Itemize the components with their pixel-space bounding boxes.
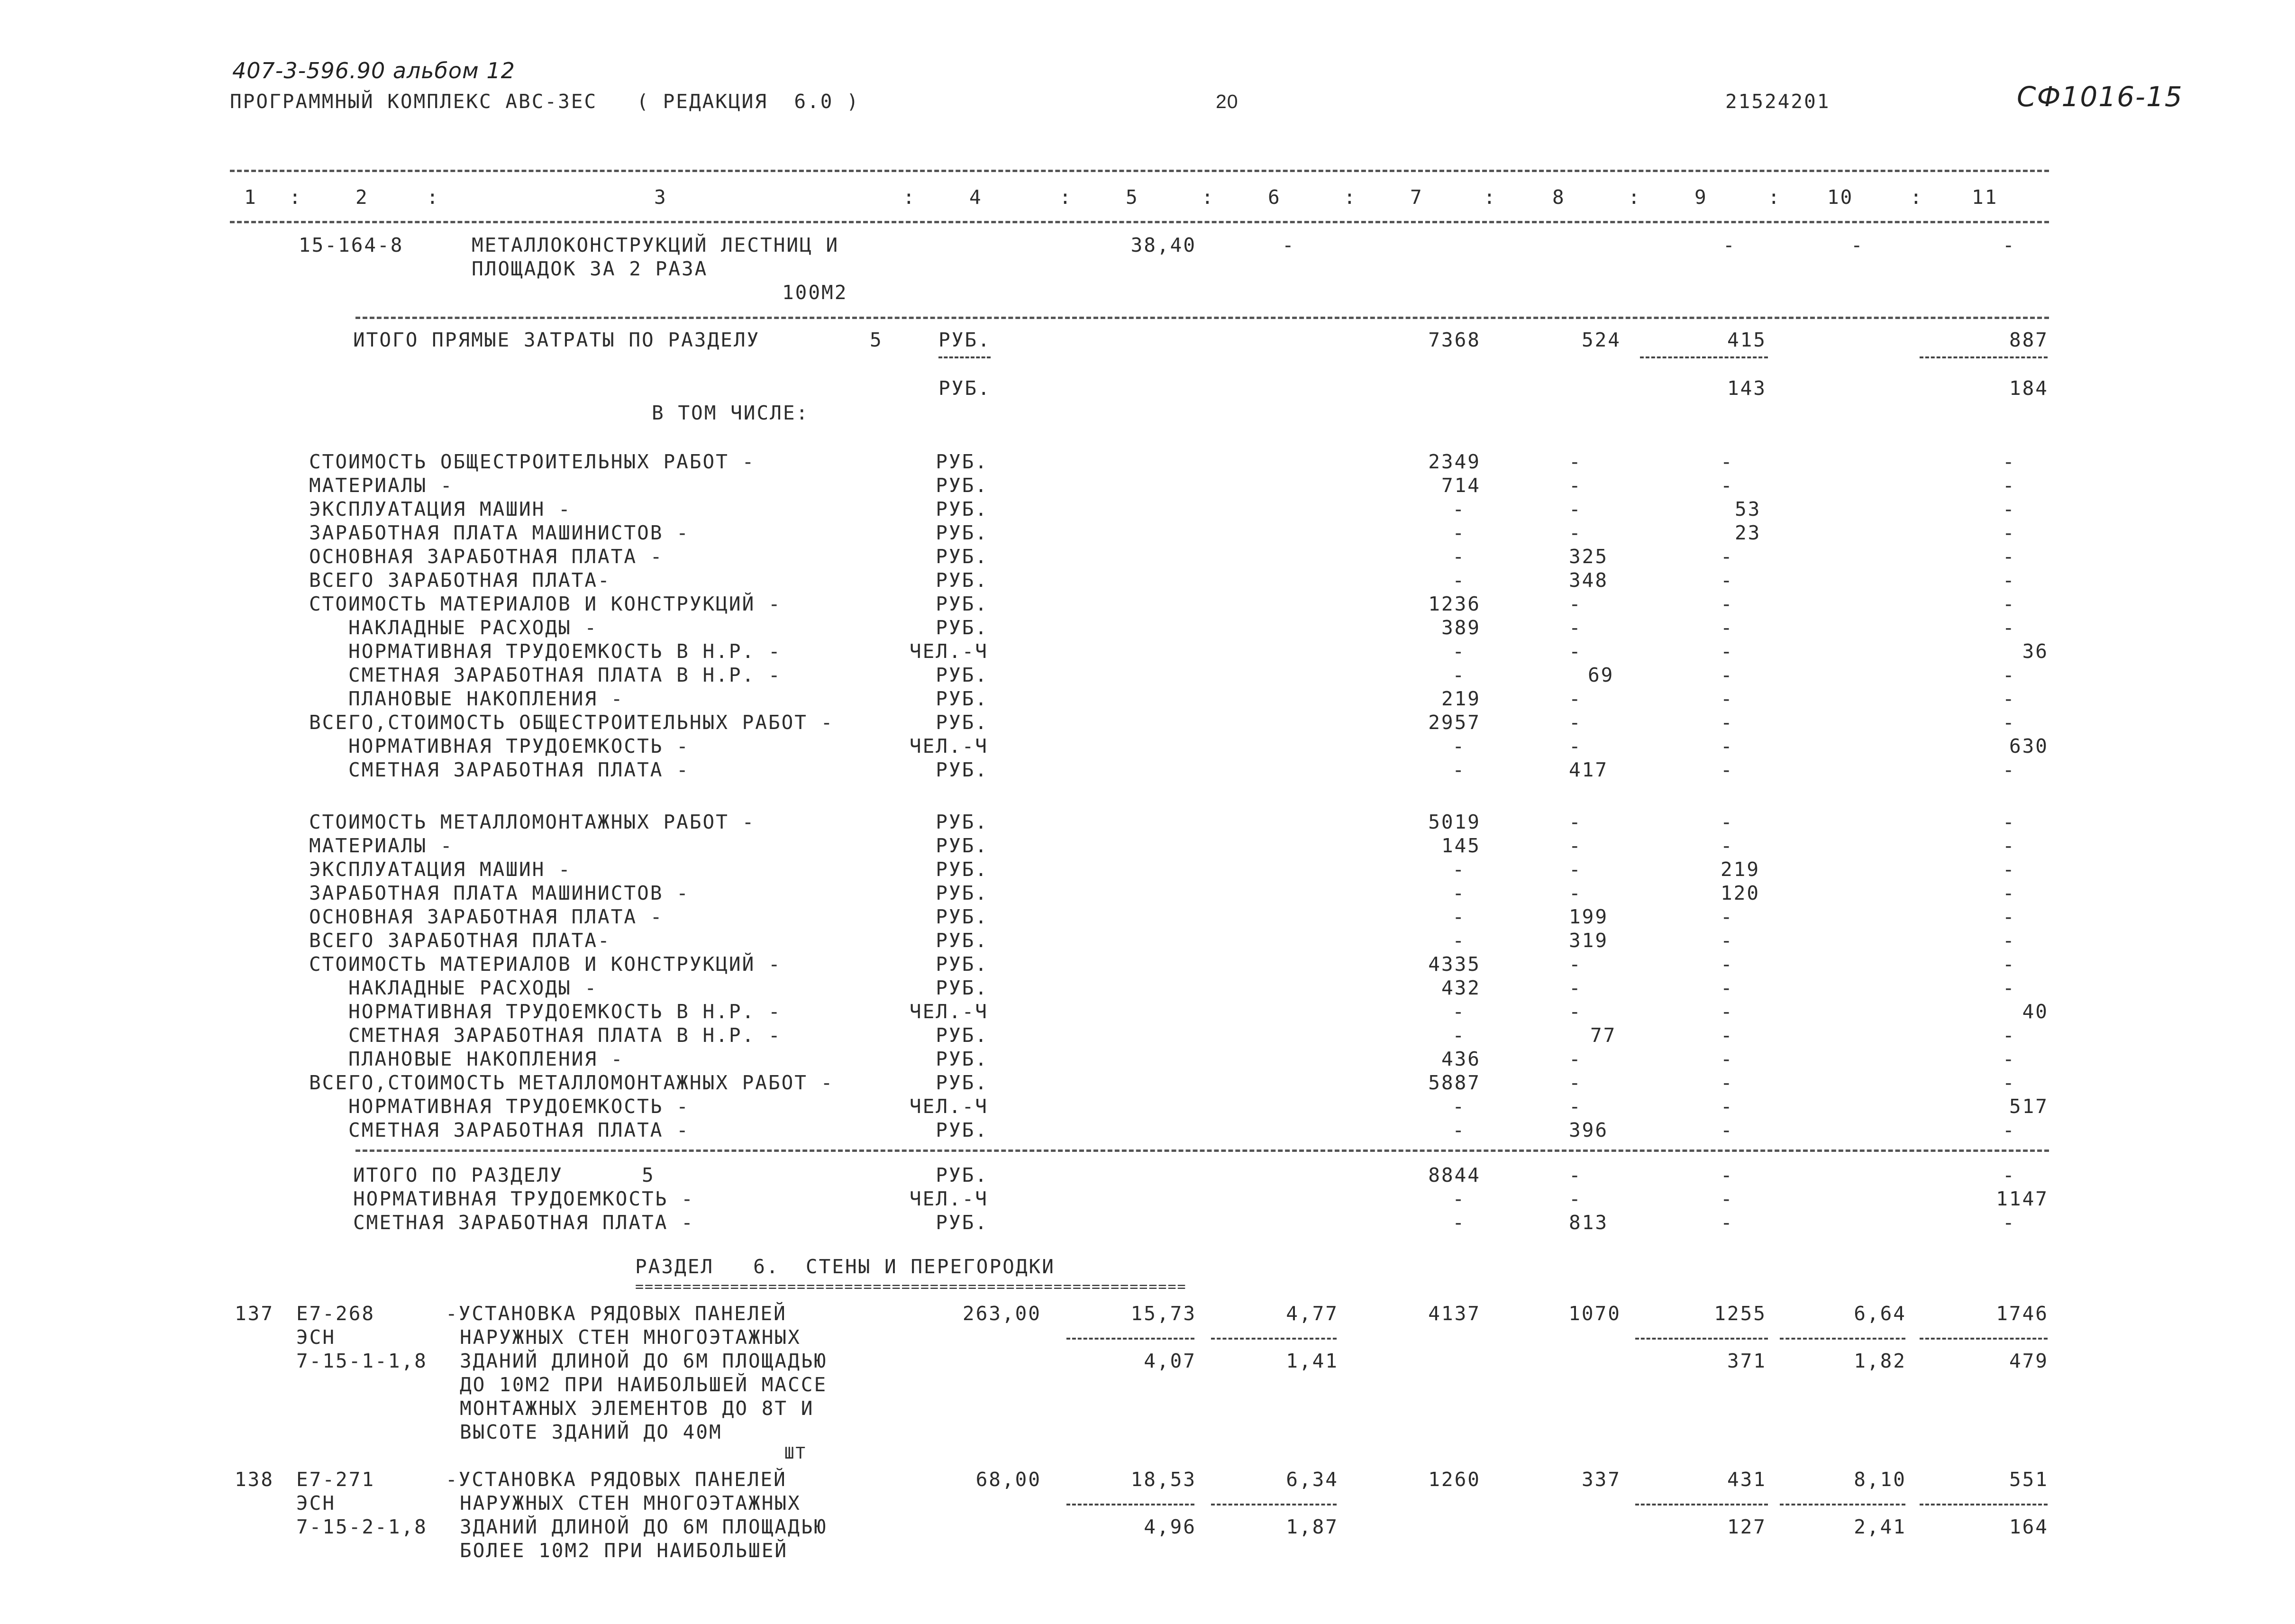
cell-col8: - (1569, 1071, 1582, 1094)
cell-col9: 120 (1721, 882, 1760, 904)
col-sep: : (1202, 186, 1215, 209)
row-label: СМЕТНАЯ ЗАРАБОТНАЯ ПЛАТА В Н.Р. - (309, 664, 782, 686)
cell-col7: 219 (1441, 687, 1481, 710)
col-sep: : (1059, 186, 1073, 209)
cell-col8: - (1569, 1000, 1582, 1023)
cell-col7: 4335 (1428, 953, 1481, 976)
unit: РУБ. (936, 882, 988, 904)
cell-col8: 69 (1588, 664, 1614, 686)
cell-col8: - (1569, 521, 1582, 544)
cell-col11: - (2003, 1071, 2016, 1094)
cell-col8: - (1569, 1095, 1582, 1118)
underline (1780, 1338, 1905, 1340)
col-num: 8 (1552, 186, 1566, 209)
item-code: Е7-271 (296, 1468, 375, 1491)
unit: РУБ. (936, 545, 988, 568)
cell-col7: - (1452, 905, 1466, 928)
cell-col11: - (2003, 929, 2016, 952)
cell-col6: 4,77 (1286, 1302, 1339, 1325)
section-number: 5 (870, 328, 883, 351)
cell-col9: - (1721, 1048, 1734, 1070)
col-sep: : (1484, 186, 1497, 209)
cell-col9: 219 (1721, 858, 1760, 881)
cell-col11: - (2003, 811, 2016, 833)
row-label: ПЛАНОВЫЕ НАКОПЛЕНИЯ - (309, 1048, 624, 1070)
cell-col8: - (1569, 640, 1582, 663)
unit: РУБ. (936, 1024, 988, 1047)
cell-col11: - (2003, 545, 2016, 568)
row-label: ОСНОВНАЯ ЗАРАБОТНАЯ ПЛАТА - (309, 545, 664, 568)
cell-col9: 143 (1727, 377, 1767, 400)
document-code: 21524201 (1725, 90, 1831, 113)
cell-col8: - (1569, 450, 1582, 473)
cell-col7: - (1452, 640, 1466, 663)
cell-col8: - (1569, 616, 1582, 639)
underline (1635, 1504, 1768, 1505)
cell-col11: - (2003, 1119, 2016, 1141)
item-description: ДО 10М2 ПРИ НАИБОЛЬШЕЙ МАССЕ (460, 1373, 828, 1396)
col-num: 1 (244, 186, 257, 209)
cell-col9: 53 (1735, 498, 1761, 520)
cell-col11: - (2003, 905, 2016, 928)
cell-col11: - (2003, 521, 2016, 544)
row-label: СТОИМОСТЬ МАТЕРИАЛОВ И КОНСТРУКЦИЙ - (309, 953, 782, 976)
underline (1211, 1338, 1337, 1340)
item-description: МЕТАЛЛОКОНСТРУКЦИЙ ЛЕСТНИЦ И (472, 234, 839, 256)
row-label: ИТОГО ПРЯМЫЕ ЗАТРАТЫ ПО РАЗДЕЛУ (353, 328, 760, 351)
cell-col7: - (1452, 1095, 1466, 1118)
cell-col9: - (1723, 234, 1736, 256)
section-title: РАЗДЕЛ 6. СТЕНЫ И ПЕРЕГОРОДКИ (635, 1255, 1055, 1278)
col-num: 11 (1972, 186, 1998, 209)
unit: РУБ. (936, 711, 988, 734)
cell-col9: - (1721, 905, 1734, 928)
cell-col7: - (1452, 735, 1466, 757)
row-label: ВСЕГО ЗАРАБОТНАЯ ПЛАТА- (309, 929, 611, 952)
cell-col8: - (1569, 474, 1582, 497)
row-label: МАТЕРИАЛЫ - (309, 834, 454, 857)
unit: РУБ. (936, 953, 988, 976)
cell-col7: - (1452, 1119, 1466, 1141)
cell-col8: - (1569, 1048, 1582, 1070)
cell-col8: 319 (1569, 929, 1609, 952)
unit: ЧЕЛ.-Ч (909, 735, 988, 757)
item-code: ЭСН (296, 1492, 336, 1515)
unit: ЧЕЛ.-Ч (909, 1187, 988, 1210)
underline (1920, 1504, 2048, 1505)
cell-col9: - (1721, 687, 1734, 710)
row-label: ЭКСПЛУАТАЦИЯ МАШИН - (309, 858, 572, 881)
item-description: ПЛОЩАДОК ЗА 2 РАЗА (472, 257, 708, 280)
row-label: СМЕТНАЯ ЗАРАБОТНАЯ ПЛАТА В Н.Р. - (309, 1024, 782, 1047)
row-label: ЭКСПЛУАТАЦИЯ МАШИН - (309, 498, 572, 520)
item-number: 137 (235, 1302, 274, 1325)
cell-col9: - (1721, 569, 1734, 592)
underline (1211, 1504, 1337, 1505)
cell-col11: - (2003, 711, 2016, 734)
cell-col7: 389 (1441, 616, 1481, 639)
row-label: СТОИМОСТЬ ОБЩЕСТРОИТЕЛЬНЫХ РАБОТ - (309, 450, 756, 473)
col-num: 2 (355, 186, 369, 209)
cell-col9: - (1721, 1119, 1734, 1141)
cell-col10: 8,10 (1854, 1468, 1906, 1491)
cell-col11: - (2003, 1024, 2016, 1047)
cell-col8: - (1569, 858, 1582, 881)
underline (1066, 1338, 1194, 1340)
cell-col9: 415 (1727, 328, 1767, 351)
row-label: СМЕТНАЯ ЗАРАБОТНАЯ ПЛАТА - (309, 1119, 690, 1141)
cell-col11: 630 (2009, 735, 2049, 757)
cell-col11: - (2003, 1164, 2016, 1186)
cell-col11: - (2003, 234, 2016, 256)
including-label: В ТОМ ЧИСЛЕ: (652, 401, 810, 424)
cell-col8: - (1569, 976, 1582, 999)
unit: РУБ. (936, 1211, 988, 1234)
cell-col8: - (1569, 687, 1582, 710)
cell-col11: 1746 (1996, 1302, 2049, 1325)
cell-col4: 68,00 (975, 1468, 1041, 1491)
cell-col9: - (1721, 758, 1734, 781)
cell-col7: 4137 (1428, 1302, 1481, 1325)
cell-col7: 432 (1441, 976, 1481, 999)
cell-col10: 6,64 (1854, 1302, 1906, 1325)
cell-col11: - (2003, 498, 2016, 520)
col-num: 5 (1126, 186, 1139, 209)
cell-col11: - (2003, 1048, 2016, 1070)
cell-col11: - (2003, 1211, 2016, 1234)
cell-col11: 1147 (1996, 1187, 2049, 1210)
cell-col11: 36 (2022, 640, 2049, 663)
row-label: ЗАРАБОТНАЯ ПЛАТА МАШИНИСТОВ - (309, 882, 690, 904)
item-description: ЗДАНИЙ ДЛИНОЙ ДО 6М ПЛОЩАДЬЮ (460, 1350, 828, 1372)
cell-col7: - (1452, 1187, 1466, 1210)
item-code: Е7-268 (296, 1302, 375, 1325)
cell-col7: 436 (1441, 1048, 1481, 1070)
cell-col7: - (1452, 858, 1466, 881)
cell-col9: - (1721, 450, 1734, 473)
item-description: ЗДАНИЙ ДЛИНОЙ ДО 6М ПЛОЩАДЬЮ (460, 1515, 828, 1538)
cell-col8: - (1569, 711, 1582, 734)
cell-col9: - (1721, 953, 1734, 976)
col-sep: : (1768, 186, 1781, 209)
cell-col8: 396 (1569, 1119, 1609, 1141)
unit: РУБ. (936, 664, 988, 686)
unit: РУБ. (936, 905, 988, 928)
cell-col7: - (1452, 1024, 1466, 1047)
row-label: СМЕТНАЯ ЗАРАБОТНАЯ ПЛАТА - (309, 758, 690, 781)
cell-col8: 348 (1569, 569, 1609, 592)
item-description: БОЛЕЕ 10М2 ПРИ НАИБОЛЬШЕЙ (460, 1539, 788, 1562)
cell-col7: - (1452, 758, 1466, 781)
unit: РУБ. (938, 377, 991, 400)
underline (1780, 1504, 1905, 1505)
row-label: ИТОГО ПО РАЗДЕЛУ 5 (353, 1164, 655, 1186)
section-total-rule (355, 1150, 2049, 1152)
unit: РУБ. (936, 498, 988, 520)
row-label: НОРМАТИВНАЯ ТРУДОЕМКОСТЬ В Н.Р. - (309, 640, 782, 663)
cell-col4: 263,00 (962, 1302, 1041, 1325)
cell-col7: - (1452, 882, 1466, 904)
unit: РУБ. (936, 687, 988, 710)
cell-col9: - (1721, 1187, 1734, 1210)
cell-col11: 40 (2022, 1000, 2049, 1023)
cell-col7: - (1452, 664, 1466, 686)
cell-col10: 1,82 (1854, 1350, 1906, 1372)
cell-col11: 887 (2009, 328, 2049, 351)
cell-col6: 1,41 (1286, 1350, 1339, 1372)
cell-col11: - (2003, 834, 2016, 857)
cell-col9: - (1721, 711, 1734, 734)
unit: РУБ. (936, 976, 988, 999)
cell-col5: 38,40 (1130, 234, 1196, 256)
cell-col9: 23 (1735, 521, 1761, 544)
item-code: 7-15-2-1,8 (296, 1515, 428, 1538)
cell-col11: - (2003, 882, 2016, 904)
underline (1066, 1504, 1194, 1505)
cell-col5: 18,53 (1130, 1468, 1196, 1491)
unit: РУБ. (936, 616, 988, 639)
cell-col7: - (1452, 1211, 1466, 1234)
cell-col7: - (1452, 521, 1466, 544)
cell-col7: - (1452, 929, 1466, 952)
cell-col6: 6,34 (1286, 1468, 1339, 1491)
cell-col7: 2957 (1428, 711, 1481, 734)
cell-col11: - (2003, 858, 2016, 881)
cell-col9: - (1721, 976, 1734, 999)
cell-col8: 417 (1569, 758, 1609, 781)
cell-col8: 813 (1569, 1211, 1609, 1234)
unit: РУБ. (936, 858, 988, 881)
row-label: СМЕТНАЯ ЗАРАБОТНАЯ ПЛАТА - (353, 1211, 694, 1234)
row-label: ОСНОВНАЯ ЗАРАБОТНАЯ ПЛАТА - (309, 905, 664, 928)
row-label: НОРМАТИВНАЯ ТРУДОЕМКОСТЬ - (309, 735, 690, 757)
cell-col11: - (2003, 616, 2016, 639)
cell-col11: 479 (2009, 1350, 2049, 1372)
cell-col7: - (1452, 498, 1466, 520)
cell-col7: 714 (1441, 474, 1481, 497)
row-label: НОРМАТИВНАЯ ТРУДОЕМКОСТЬ - (309, 1095, 690, 1118)
cell-col11: - (2003, 569, 2016, 592)
col-sep: : (1628, 186, 1641, 209)
cell-col9: - (1721, 664, 1734, 686)
row-label: СТОИМОСТЬ МЕТАЛЛОМОНТАЖНЫХ РАБОТ - (309, 811, 756, 833)
cell-col9: - (1721, 593, 1734, 615)
cell-col9: 1255 (1714, 1302, 1767, 1325)
album-reference: 407-3-596.90 альбом 12 (232, 58, 515, 83)
unit: РУБ. (936, 1071, 988, 1094)
page-number: 20 (1216, 91, 1239, 112)
row-label: НАКЛАДНЫЕ РАСХОДЫ - (309, 976, 598, 999)
col-num: 10 (1827, 186, 1854, 209)
row-label: СТОИМОСТЬ МАТЕРИАЛОВ И КОНСТРУКЦИЙ - (309, 593, 782, 615)
cell-col7: 1260 (1428, 1468, 1481, 1491)
item-unit: ШТ (784, 1444, 807, 1463)
cell-col7: 5019 (1428, 811, 1481, 833)
item-description: НАРУЖНЫХ СТЕН МНОГОЭТАЖНЫХ (460, 1326, 801, 1349)
item-description: ВЫСОТЕ ЗДАНИЙ ДО 40М (460, 1421, 722, 1443)
cell-col5: 4,07 (1144, 1350, 1196, 1372)
row-label: ПЛАНОВЫЕ НАКОПЛЕНИЯ - (309, 687, 624, 710)
row-label: НОРМАТИВНАЯ ТРУДОЕМКОСТЬ В Н.Р. - (309, 1000, 782, 1023)
cell-col11: - (2003, 593, 2016, 615)
direct-total-rule (355, 317, 2049, 319)
cell-col11: - (2003, 758, 2016, 781)
program-title: ПРОГРАММНЫЙ КОМПЛЕКС АВС-3ЕС ( РЕДАКЦИЯ 6.0 ) (230, 90, 860, 113)
cell-col8: 1070 (1568, 1302, 1621, 1325)
cell-col8: - (1569, 1187, 1582, 1210)
cell-col11: - (2003, 953, 2016, 976)
cell-col9: - (1721, 1000, 1734, 1023)
row-label: ВСЕГО,СТОИМОСТЬ МЕТАЛЛОМОНТАЖНЫХ РАБОТ - (309, 1071, 834, 1094)
row-label: НОРМАТИВНАЯ ТРУДОЕМКОСТЬ - (353, 1187, 694, 1210)
cell-col7: 2349 (1428, 450, 1481, 473)
col-num: 6 (1268, 186, 1281, 209)
item-description: НАРУЖНЫХ СТЕН МНОГОЭТАЖНЫХ (460, 1492, 801, 1515)
cell-col11: - (2003, 687, 2016, 710)
cell-col11: 517 (2009, 1095, 2049, 1118)
cell-col8: 325 (1569, 545, 1609, 568)
cell-col7: 8844 (1428, 1164, 1481, 1186)
cell-col9: - (1721, 834, 1734, 857)
cell-col7: - (1452, 569, 1466, 592)
col-num: 9 (1694, 186, 1708, 209)
col-sep: : (903, 186, 916, 209)
row-label: ВСЕГО,СТОИМОСТЬ ОБЩЕСТРОИТЕЛЬНЫХ РАБОТ - (309, 711, 834, 734)
cell-col7: 145 (1441, 834, 1481, 857)
item-description: -УСТАНОВКА РЯДОВЫХ ПАНЕЛЕЙ (446, 1302, 787, 1325)
col-sep: : (289, 186, 302, 209)
unit: РУБ. (936, 1048, 988, 1070)
cell-col9: - (1721, 474, 1734, 497)
underline (1920, 356, 2048, 358)
cell-col11: - (2003, 450, 2016, 473)
cell-col11: - (2003, 474, 2016, 497)
col-sep: : (1344, 186, 1357, 209)
unit: РУБ. (936, 758, 988, 781)
cell-col9: - (1721, 616, 1734, 639)
underline (938, 356, 991, 358)
cell-col8: 77 (1590, 1024, 1617, 1047)
cell-col9: 371 (1727, 1350, 1767, 1372)
cell-col6: 1,87 (1286, 1515, 1339, 1538)
cell-col11: - (2003, 664, 2016, 686)
cell-col5: 4,96 (1144, 1515, 1196, 1538)
col-num: 7 (1410, 186, 1423, 209)
cell-col9: - (1721, 1024, 1734, 1047)
item-description: -УСТАНОВКА РЯДОВЫХ ПАНЕЛЕЙ (446, 1468, 787, 1491)
section-title-underline: ========================================================== (635, 1280, 1187, 1294)
cell-col8: - (1569, 593, 1582, 615)
cell-col9: - (1721, 811, 1734, 833)
cell-col11: 164 (2009, 1515, 2049, 1538)
col-num: 4 (969, 186, 983, 209)
unit: РУБ. (936, 474, 988, 497)
cell-col9: - (1721, 1095, 1734, 1118)
cell-col8: 524 (1581, 328, 1621, 351)
cell-col8: 337 (1581, 1468, 1621, 1491)
unit: РУБ. (938, 328, 991, 351)
cell-col7: 7368 (1428, 328, 1481, 351)
cell-col11: 184 (2009, 377, 2049, 400)
unit: РУБ. (936, 834, 988, 857)
col-num: 3 (654, 186, 667, 209)
cell-col9: 431 (1727, 1468, 1767, 1491)
handwritten-stamp: СФ1016-15 (2017, 81, 2183, 113)
item-code: ЭСН (296, 1326, 336, 1349)
item-description: МОНТАЖНЫХ ЭЛЕМЕНТОВ ДО 8Т И (460, 1397, 814, 1420)
cell-col9: - (1721, 929, 1734, 952)
underline (1640, 356, 1768, 358)
unit: РУБ. (936, 450, 988, 473)
underline (1920, 1338, 2048, 1340)
cell-col9: 127 (1727, 1515, 1767, 1538)
unit: РУБ. (936, 929, 988, 952)
item-number: 138 (235, 1468, 274, 1491)
cell-col7: - (1452, 545, 1466, 568)
unit: РУБ. (936, 1164, 988, 1186)
table-top-rule (230, 170, 2049, 172)
row-label: МАТЕРИАЛЫ - (309, 474, 454, 497)
unit: РУБ. (936, 811, 988, 833)
cell-col7: - (1452, 1000, 1466, 1023)
unit: РУБ. (936, 1119, 988, 1141)
cell-col9: - (1721, 640, 1734, 663)
header-bottom-rule (230, 221, 2049, 223)
col-sep: : (1910, 186, 1923, 209)
cell-col8: - (1569, 811, 1582, 833)
cell-col11: 551 (2009, 1468, 2049, 1491)
cell-col8: - (1569, 882, 1582, 904)
cell-col9: - (1721, 1071, 1734, 1094)
cell-col11: - (2003, 976, 2016, 999)
cell-col6: - (1282, 234, 1295, 256)
row-label: ЗАРАБОТНАЯ ПЛАТА МАШИНИСТОВ - (309, 521, 690, 544)
unit: ЧЕЛ.-Ч (909, 1095, 988, 1118)
item-code: 7-15-1-1,8 (296, 1350, 428, 1372)
row-label: НАКЛАДНЫЕ РАСХОДЫ - (309, 616, 598, 639)
unit: РУБ. (936, 569, 988, 592)
unit: ЧЕЛ.-Ч (909, 1000, 988, 1023)
cell-col9: - (1721, 545, 1734, 568)
item-unit: 100М2 (782, 281, 848, 304)
cell-col8: 199 (1569, 905, 1609, 928)
cell-col8: - (1569, 498, 1582, 520)
cell-col8: - (1569, 953, 1582, 976)
col-sep: : (427, 186, 440, 209)
cell-col10: 2,41 (1854, 1515, 1906, 1538)
unit: ЧЕЛ.-Ч (909, 640, 988, 663)
unit: РУБ. (936, 593, 988, 615)
cell-col9: - (1721, 735, 1734, 757)
cell-col8: - (1569, 735, 1582, 757)
cell-col10: - (1851, 234, 1864, 256)
item-code: 15-164-8 (299, 234, 404, 256)
cell-col7: 5887 (1428, 1071, 1481, 1094)
cell-col9: - (1721, 1164, 1734, 1186)
cell-col5: 15,73 (1130, 1302, 1196, 1325)
row-label: ВСЕГО ЗАРАБОТНАЯ ПЛАТА- (309, 569, 611, 592)
unit: РУБ. (936, 521, 988, 544)
cell-col8: - (1569, 1164, 1582, 1186)
cell-col9: - (1721, 1211, 1734, 1234)
underline (1635, 1338, 1768, 1340)
cell-col8: - (1569, 834, 1582, 857)
cell-col7: 1236 (1428, 593, 1481, 615)
